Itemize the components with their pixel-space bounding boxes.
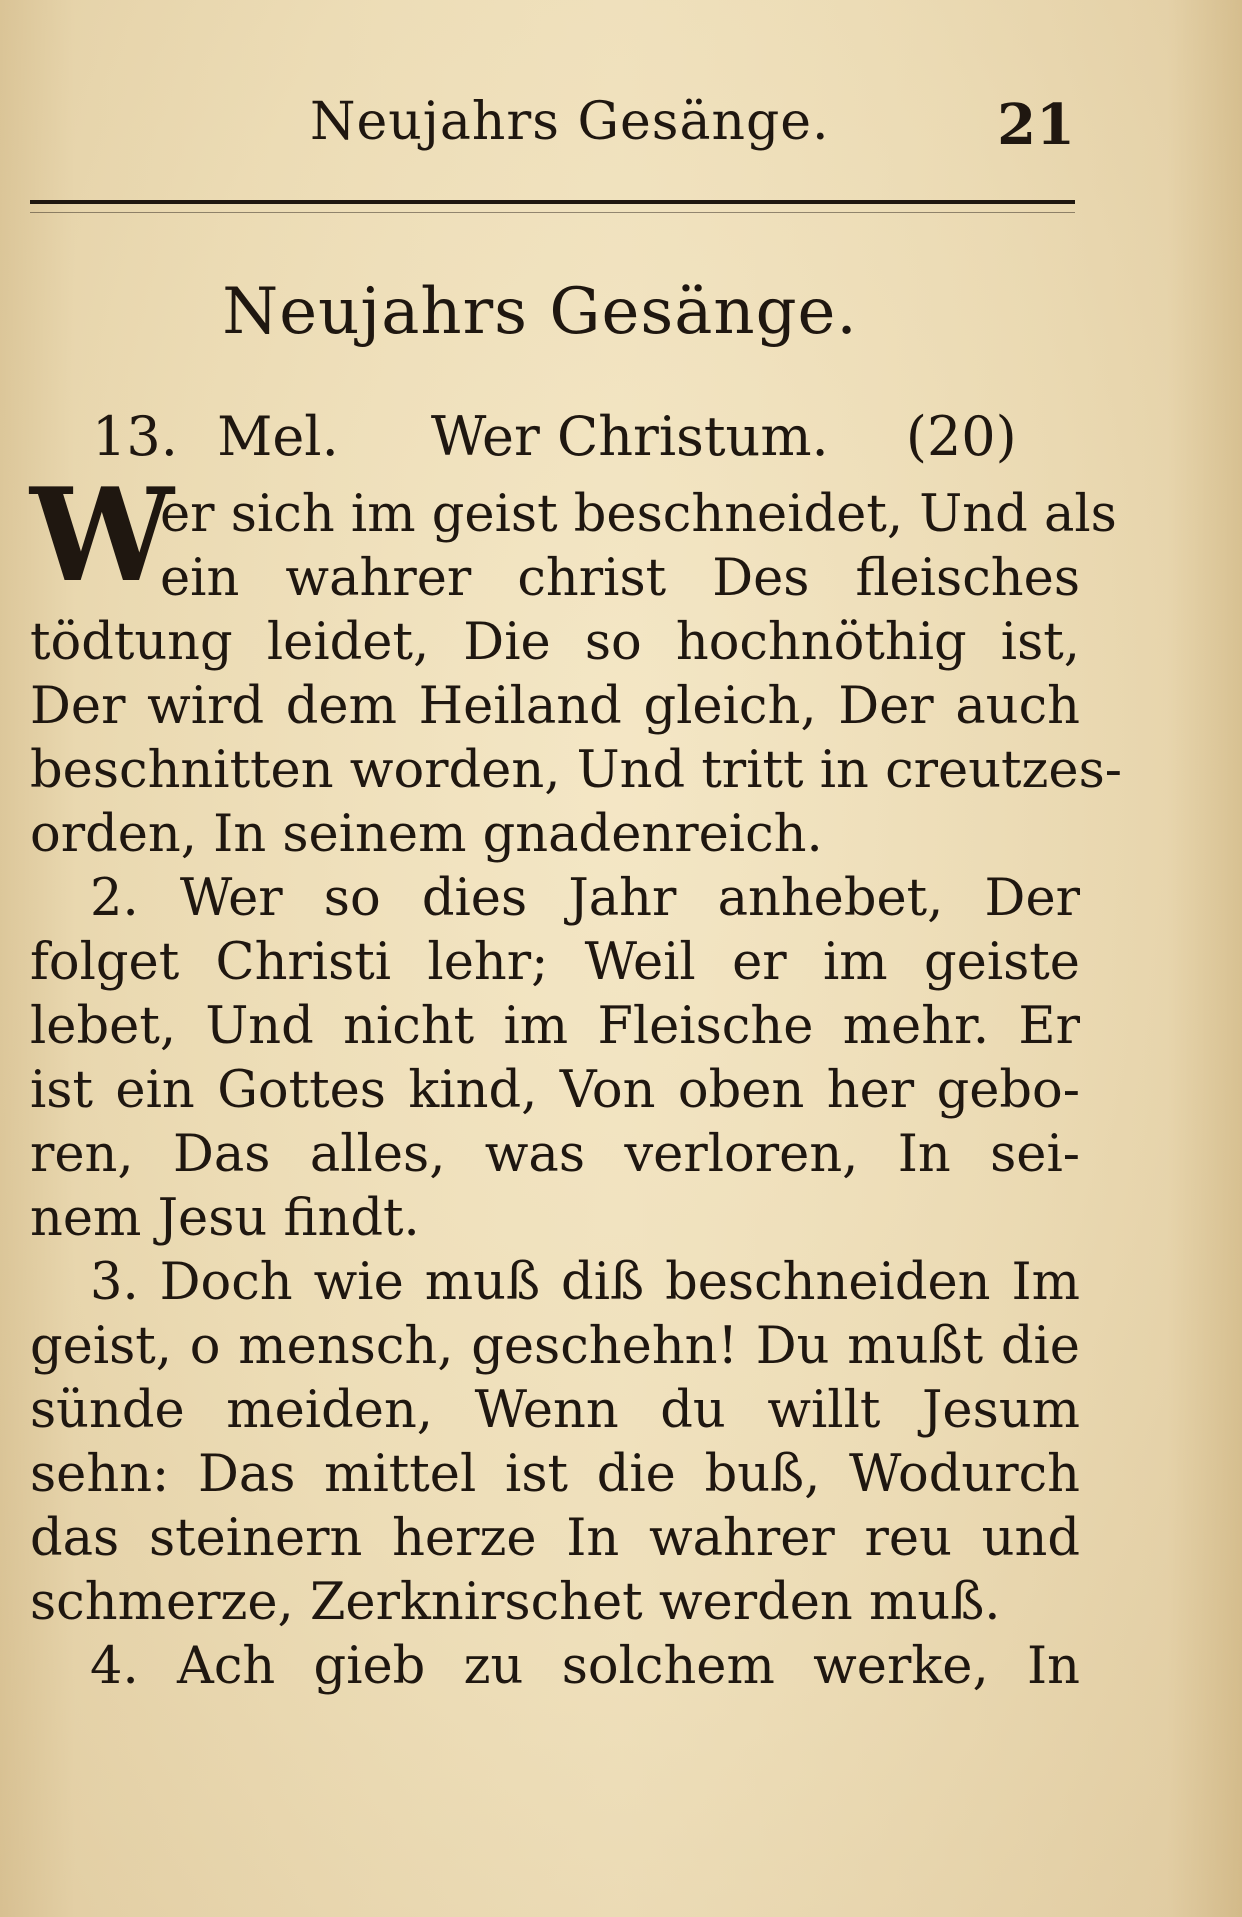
text-line: ein wahrer christ Des fleisches: [160, 549, 1080, 608]
melody-label: Mel.: [217, 405, 339, 468]
verse-start-line: 3. Doch wie muß diß beschneiden Im: [90, 1253, 1080, 1312]
text-line: schmerze, Zerknirschet werden muß.: [30, 1573, 1001, 1632]
running-head-title: Neujahrs Gesänge.: [310, 92, 830, 152]
drop-cap: W: [30, 461, 174, 611]
hymn-heading: [92, 405, 1022, 468]
text-line: geist, o mensch, geschehn! Du mußt die: [30, 1317, 1080, 1376]
text-line: sünde meiden, Wenn du willt Jesum: [30, 1381, 1080, 1440]
section-title: Neujahrs Gesänge.: [222, 275, 858, 349]
verse-start-line: 2. Wer so dies Jahr anhebet, Der: [90, 869, 1080, 928]
text-line: ist ein Gottes kind, Von oben her gebo-: [30, 1061, 1080, 1120]
text-line: Der wird dem Heiland gleich, Der auch: [30, 677, 1080, 736]
hymn-number: 13.: [92, 405, 178, 468]
hymn-text: [30, 483, 1122, 1699]
running-head: [30, 92, 1075, 162]
text-line: tödtung leidet, Die so hochnöthig ist,: [30, 613, 1080, 672]
text-line: ren, Das alles, was verloren, In sei-: [30, 1125, 1080, 1184]
melody-tune: Wer Christum.: [430, 405, 829, 468]
page-number: 21: [997, 92, 1075, 158]
text-line: beschnitten worden, Und tritt in creutzes-: [30, 741, 1122, 800]
text-line: nem Jesu findt.: [30, 1189, 420, 1248]
text-line: er sich im geist beschneidet, Und als: [160, 485, 1117, 544]
text-line: lebet, Und nicht im Fleische mehr. Er: [30, 997, 1080, 1056]
melody-reference: (20): [905, 405, 1017, 468]
text-line: orden, In seinem gnadenreich.: [30, 805, 823, 864]
text-line: folget Christi lehr; Weil er im geiste: [30, 933, 1080, 992]
text-line: sehn: Das mittel ist die buß, Wodurch: [30, 1445, 1080, 1504]
header-rule-thin: [30, 212, 1075, 213]
header-rule: [30, 200, 1075, 204]
verse-start-line: 4. Ach gieb zu solchem werke, In: [90, 1637, 1080, 1696]
text-line: das steinern herze In wahrer reu und: [30, 1509, 1080, 1568]
